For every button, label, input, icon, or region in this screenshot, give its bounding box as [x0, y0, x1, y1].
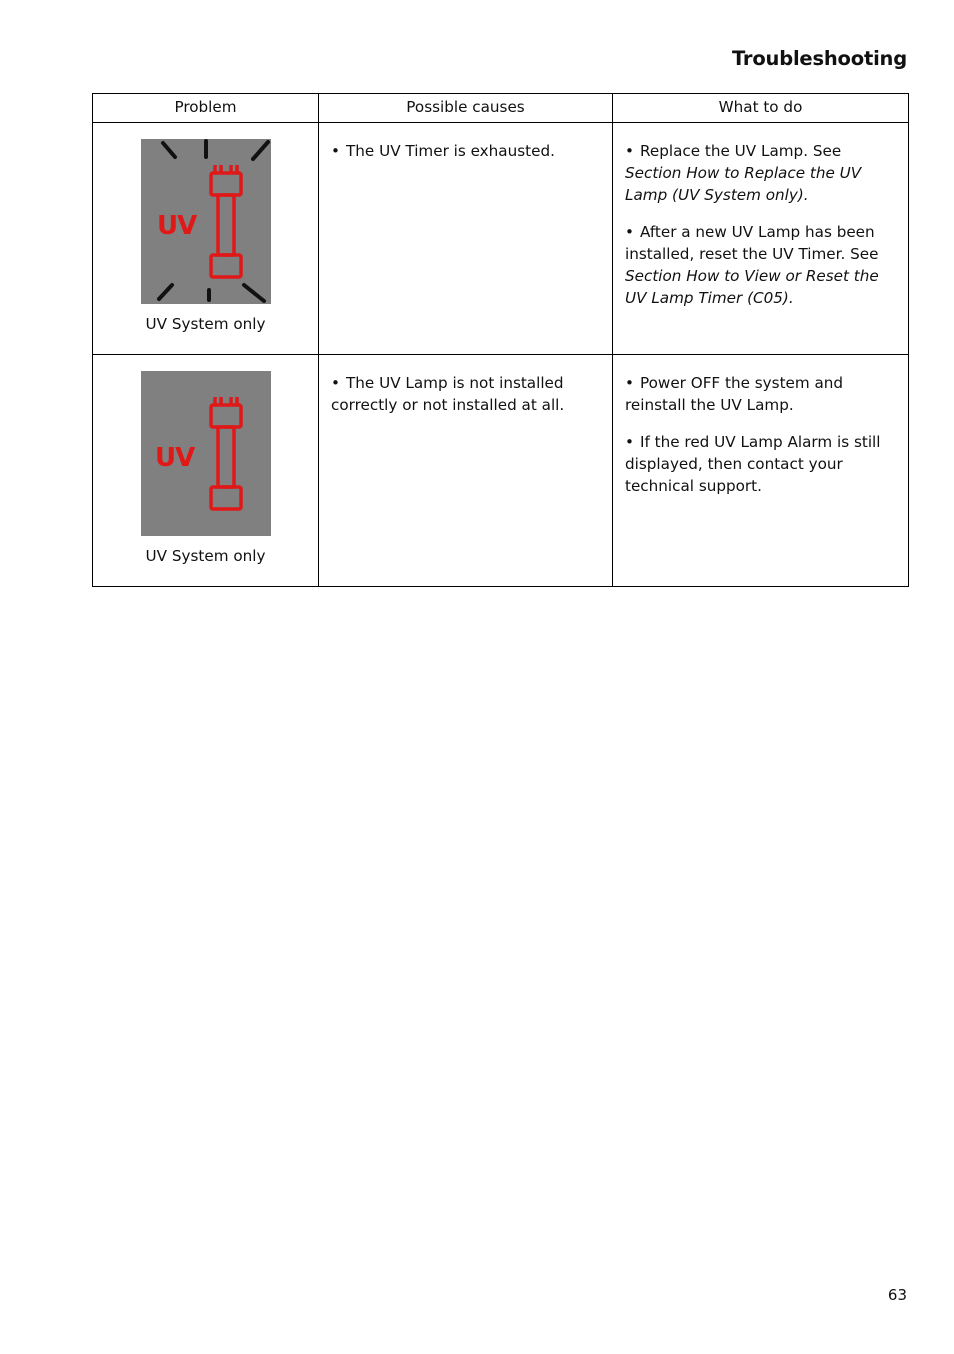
todo-text: After a new UV Lamp has been installed, reset the UV Timer. See — [625, 223, 879, 263]
todo-text: Power OFF the system and reinstall the UV Lamp. — [625, 374, 844, 414]
todo-item — [625, 140, 898, 206]
bullet-icon: • — [625, 142, 634, 160]
bullet-icon: • — [625, 223, 634, 241]
table-row — [93, 355, 909, 587]
cause-item — [331, 372, 602, 416]
uv-lamp-alarm-blinking-icon — [141, 139, 271, 304]
bullet-icon: • — [625, 374, 634, 392]
cause-item — [331, 140, 602, 162]
svg-text:UV: UV — [154, 443, 194, 473]
section-title: Troubleshooting — [731, 47, 907, 70]
bullet-icon: • — [625, 433, 634, 451]
table-header-row — [93, 94, 909, 123]
todo-item — [625, 221, 898, 309]
todo-item — [625, 431, 898, 497]
uv-lamp-alarm-icon — [141, 371, 271, 536]
troubleshooting-table — [92, 93, 909, 587]
problem-caption: UV System only — [145, 547, 266, 565]
page-number: 63 — [887, 1286, 907, 1304]
possible-causes-cell — [319, 123, 613, 355]
column-header-problem: Problem — [93, 94, 319, 123]
todo-text: Replace the UV Lamp. See — [640, 142, 842, 160]
todo-item — [625, 372, 898, 416]
problem-caption: UV System only — [145, 315, 266, 333]
cause-text: The UV Timer is exhausted. — [346, 142, 555, 160]
column-header-what-to-do: What to do — [613, 94, 909, 123]
cause-text: The UV Lamp is not installed correctly or not installed at all. — [331, 374, 565, 414]
bullet-icon: • — [331, 142, 340, 160]
table-row — [93, 123, 909, 355]
possible-causes-cell — [319, 355, 613, 587]
problem-cell — [93, 123, 319, 355]
todo-text: If the red UV Lamp Alarm is still displayed, then contact your technical support. — [625, 433, 881, 495]
section-reference: Section How to View or Reset the UV Lamp Timer (C05). — [625, 267, 879, 307]
bullet-icon: • — [331, 374, 340, 392]
svg-text:UV: UV — [156, 211, 196, 241]
section-reference: Section How to Replace the UV Lamp (UV System only). — [625, 164, 862, 204]
what-to-do-cell — [613, 355, 909, 587]
what-to-do-cell — [613, 123, 909, 355]
problem-cell — [93, 355, 319, 587]
column-header-possible-causes: Possible causes — [319, 94, 613, 123]
